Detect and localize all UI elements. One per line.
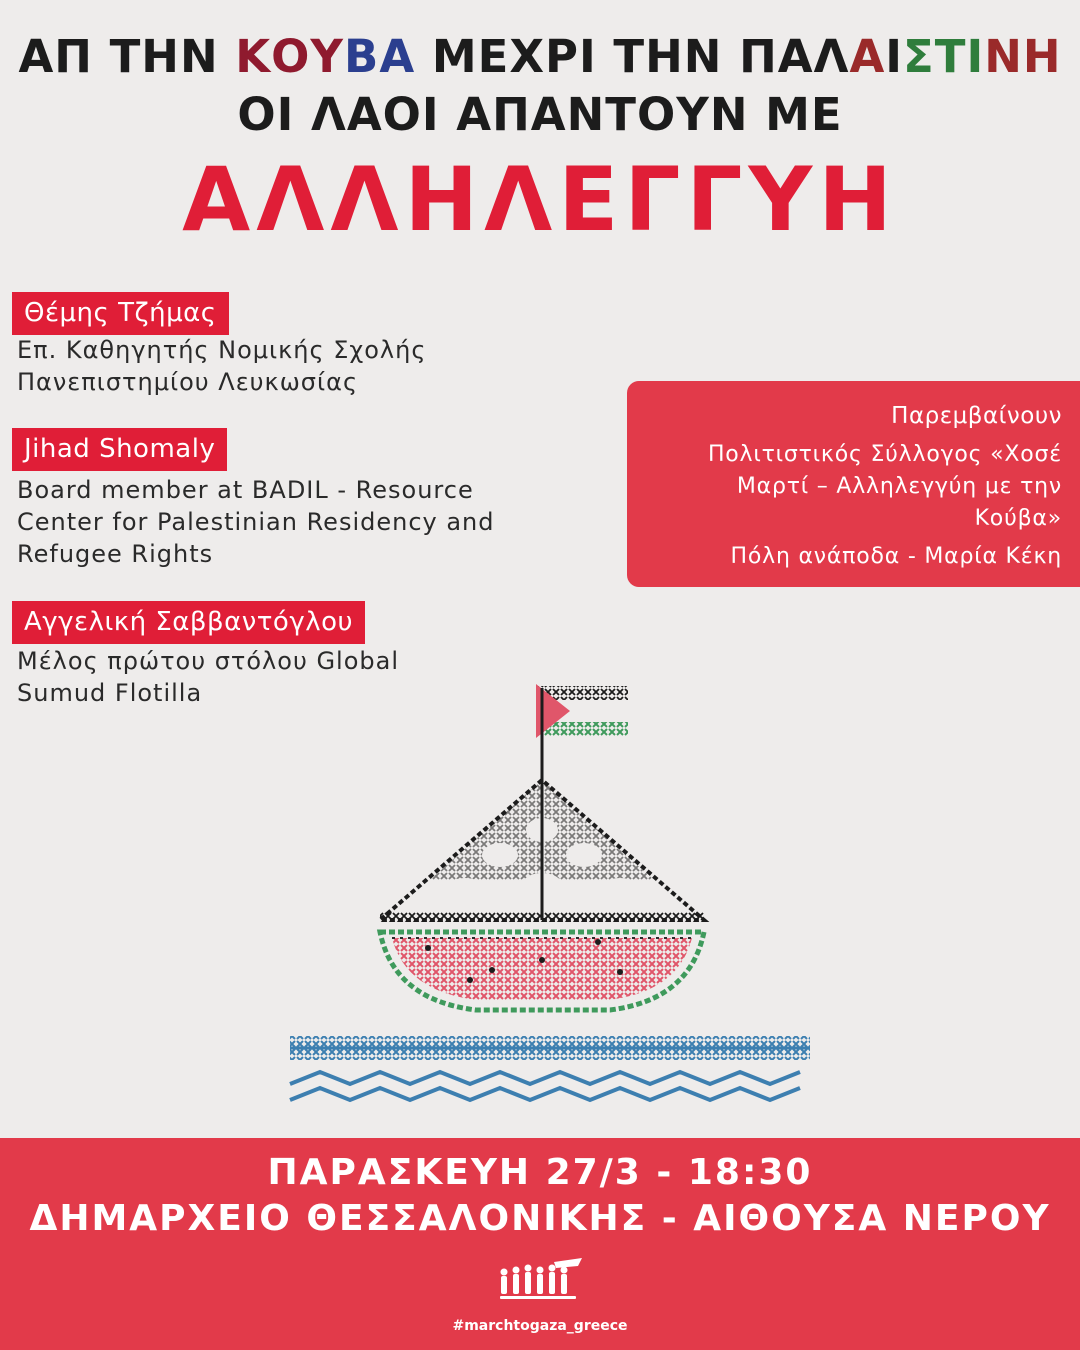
speaker-name-tag-1: Θέμης Τζήμας	[12, 292, 229, 335]
hashtag-label: #marchtogaza_greece	[452, 1318, 628, 1334]
interveners-panel	[627, 381, 1080, 587]
marching-crowd-logo-icon	[494, 1258, 586, 1308]
speaker-desc-2: Board member at BADIL - Resource Center for Palestinian Residency and Refugee Rights	[17, 476, 495, 568]
intervener-item-2: Πόλη ανάποδα - Μαρία Κέκη	[730, 544, 1062, 569]
word-palestine-black-2: Ι	[885, 30, 904, 83]
headline-line-2: ΟΙ ΛΑΟΙ ΑΠΑΝΤΟΥΝ ΜΕ	[237, 88, 843, 141]
word-cuba-red: ΚΟΥ	[235, 30, 345, 83]
palestinian-flag-icon	[536, 684, 628, 800]
speaker-name-tag-3: Αγγελική Σαββαντόγλου	[12, 601, 365, 644]
word-palestine-green: ΣΤΙ	[903, 30, 985, 83]
headline-solidarity: ΑΛΛΗΛΕΓΓΥΗ	[182, 148, 898, 251]
watermelon-hull-icon	[380, 932, 704, 1010]
speaker-desc-1: Επ. Καθηγητής Νομικής Σχολής Πανεπιστημίου Λευκωσίας	[17, 336, 427, 396]
word-palestine-red-2: ΝΗ	[984, 30, 1062, 83]
event-date-time: ΠΑΡΑΣΚΕΥΗ 27/3 - 18:30	[267, 1152, 813, 1193]
speaker-name-tag-2: Jihad Shomaly	[12, 428, 227, 471]
interveners-title: Παρεμβαίνουν	[891, 403, 1062, 429]
intervener-item-1: Πολιτιστικός Σύλλογος «Χοσέ Μαρτί – Αλληλεγγύη με την Κούβα»	[707, 442, 1062, 531]
event-venue: ΔΗΜΑΡΧΕΙΟ ΘΕΣΣΑΛΟΝΙΚΗΣ - ΑΙΘΟΥΣΑ ΝΕΡΟΥ	[29, 1198, 1051, 1239]
waves-icon	[290, 1036, 810, 1100]
sail-icon	[380, 780, 704, 922]
word-cuba-blue: ΒΑ	[344, 30, 416, 83]
headline-line-1: ΑΠ ΤΗΝ ΚΟΥΒΑ ΜΕΧΡΙ ΤΗΝ ΠΑΛΑΙΣΤΙΝΗ	[18, 30, 1062, 83]
word-palestine-black: ΠΑΛ	[739, 30, 850, 83]
cross-stitch-boat-icon	[280, 680, 820, 1120]
event-footer	[0, 1138, 1080, 1350]
word-palestine-red-1: Α	[849, 30, 886, 83]
speaker-desc-3: Μέλος πρώτου στόλου Global Sumud Flotilla	[17, 647, 400, 707]
